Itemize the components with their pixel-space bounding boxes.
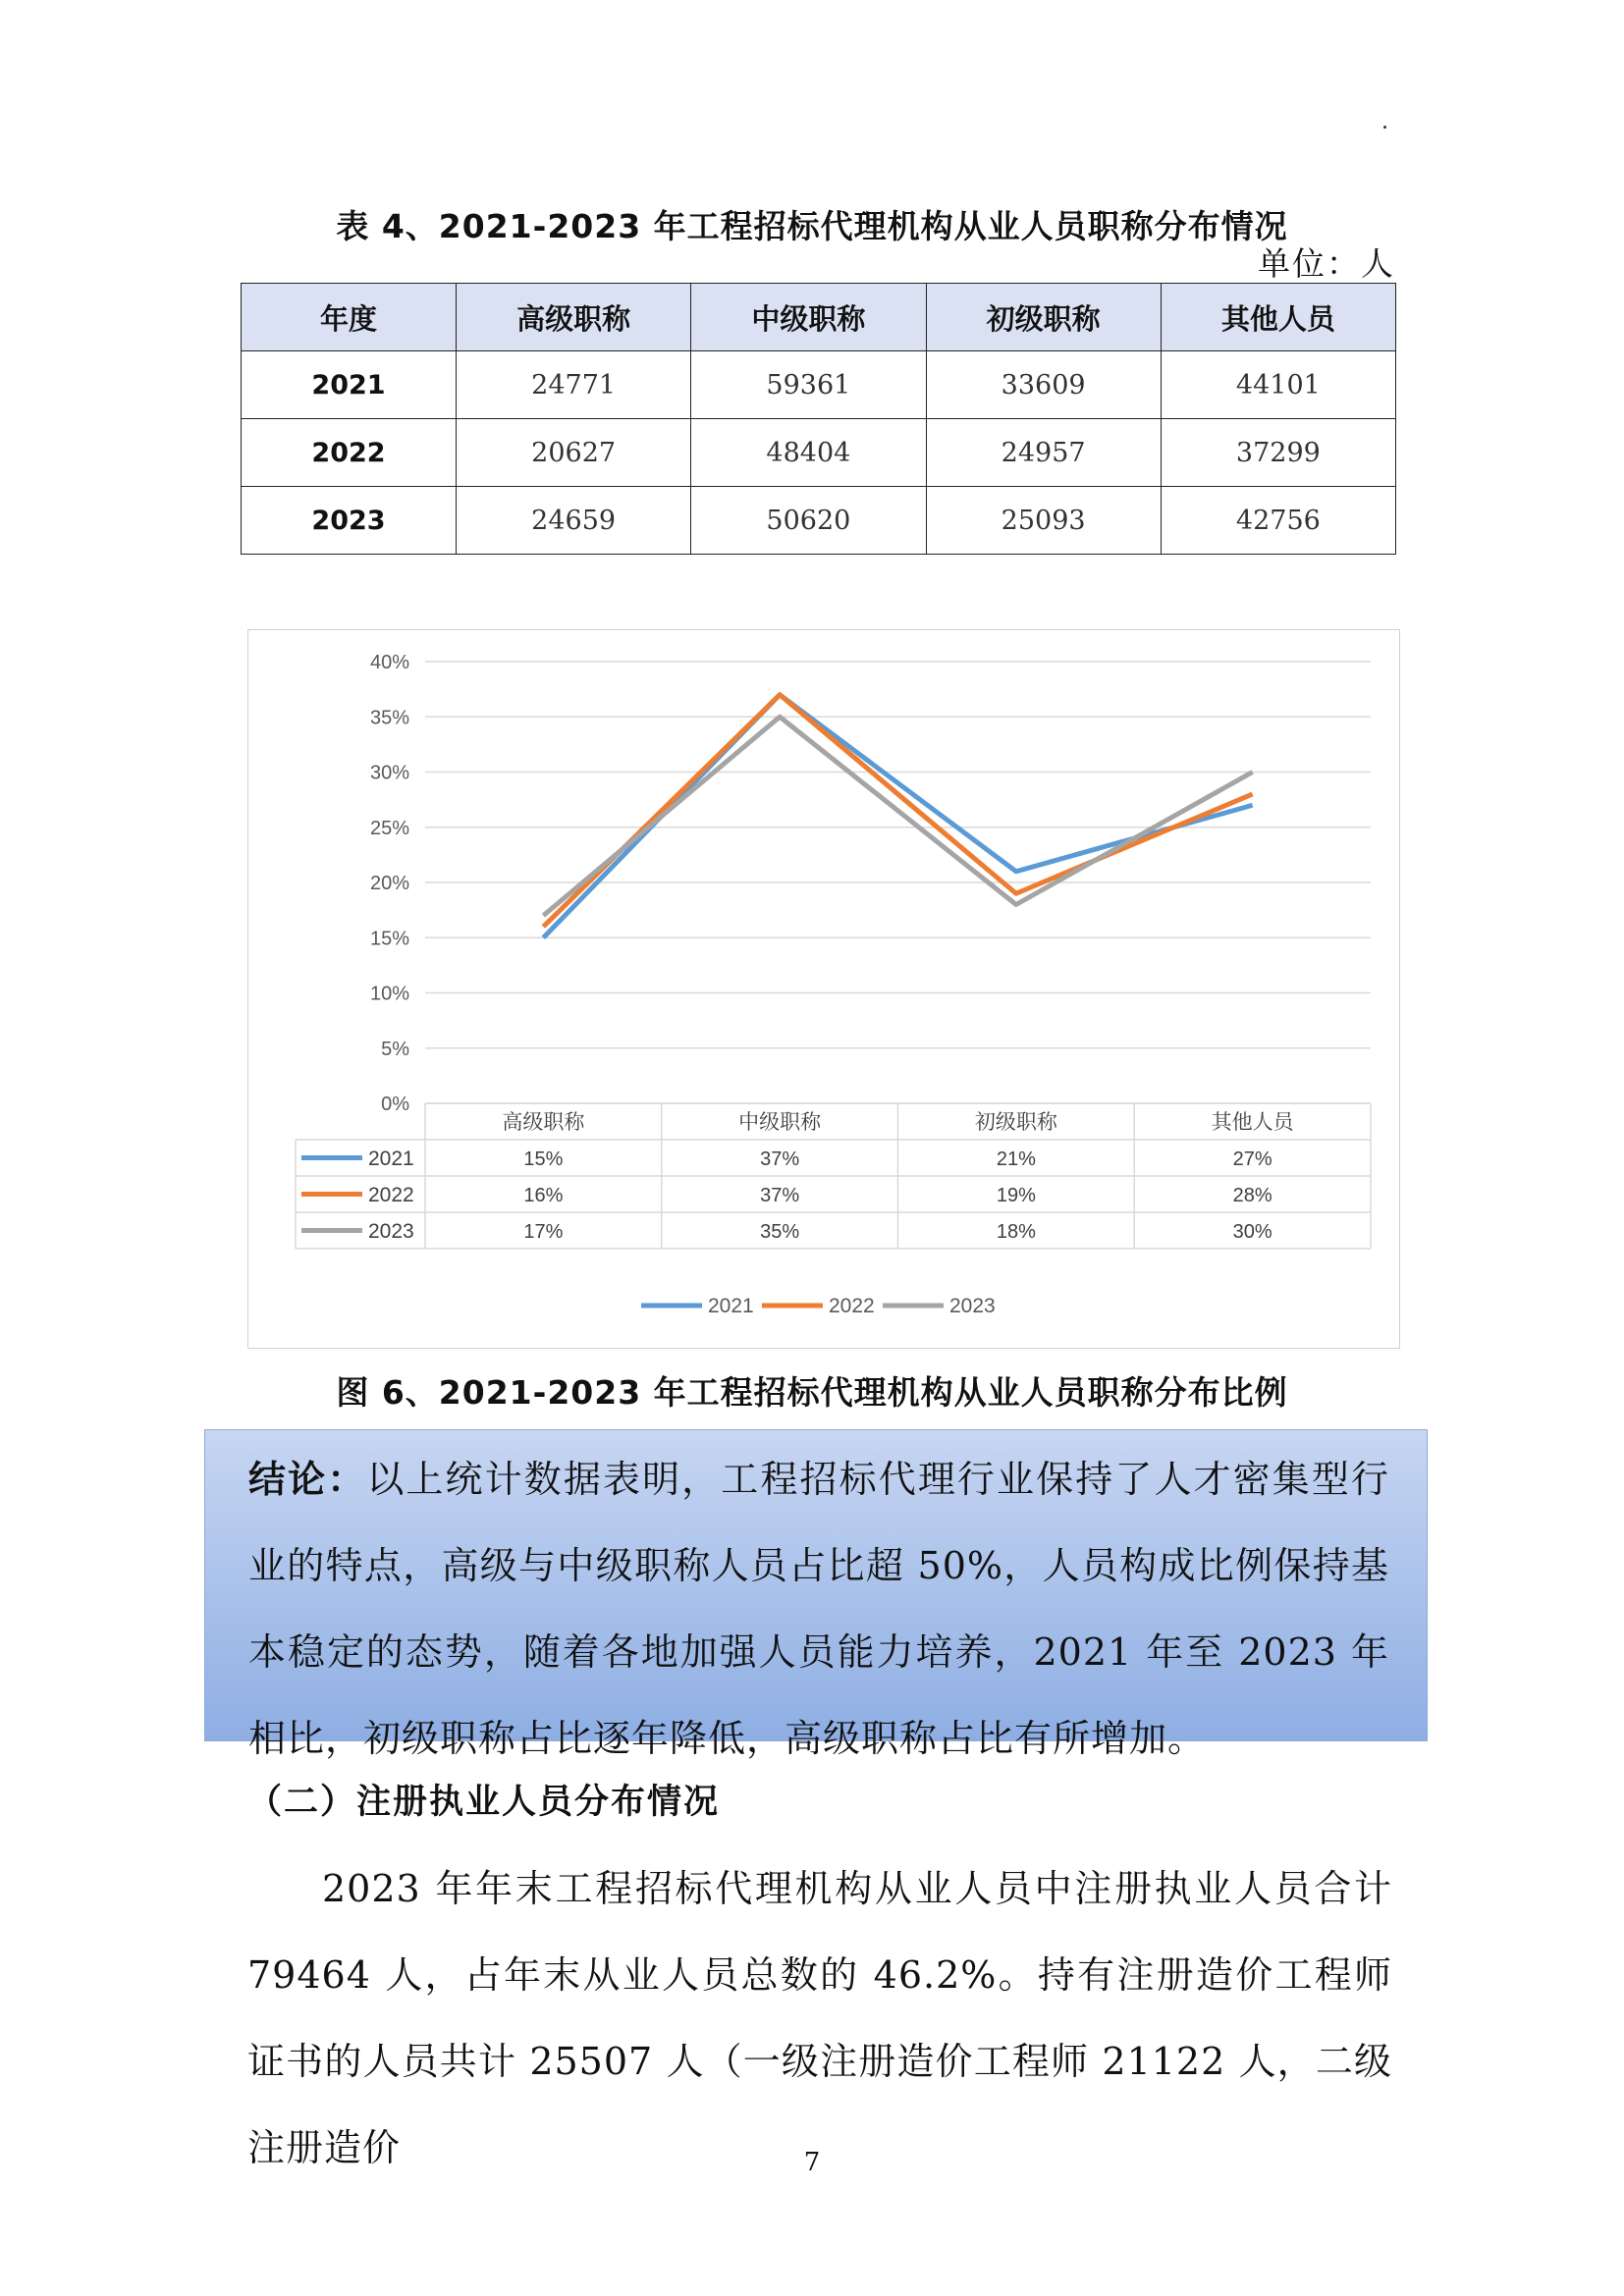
table-cell: 24771 bbox=[457, 351, 691, 419]
page-number: 7 bbox=[803, 2148, 821, 2177]
year-cell: 2022 bbox=[242, 419, 457, 487]
data-label: 28% bbox=[1232, 1185, 1272, 1206]
table-cell: 25093 bbox=[926, 487, 1161, 555]
table-cell: 33609 bbox=[926, 351, 1161, 419]
series-line bbox=[543, 717, 1252, 916]
table-cell: 42756 bbox=[1161, 487, 1395, 555]
data-label: 18% bbox=[996, 1221, 1036, 1243]
col-header: 其他人员 bbox=[1161, 284, 1395, 351]
table-row bbox=[242, 487, 1396, 555]
conclusion-text: 以上统计数据表明，工程招标代理行业保持了人才密集型行业的特点，高级与中级职称人员占比超 50%，人员构成比例保持基本稳定的态势，随着各地加强人员能力培养，2021 年至 2023 年相比，初级职称占比逐年降低，高级职称占比有所增加。 bbox=[248, 1458, 1389, 1760]
series-line bbox=[543, 695, 1252, 938]
legend-label: 2023 bbox=[949, 1295, 996, 1317]
data-label: 17% bbox=[523, 1221, 564, 1243]
corner-dot bbox=[1383, 126, 1386, 129]
table-header-row bbox=[242, 284, 1396, 351]
section-heading: （二）注册执业人员分布情况 bbox=[247, 1783, 721, 1822]
data-label: 19% bbox=[996, 1185, 1036, 1206]
data-label: 37% bbox=[760, 1185, 800, 1206]
data-label: 37% bbox=[760, 1148, 800, 1170]
table-caption: 表 4、2021-2023 年工程招标代理机构从业人员职称分布情况 bbox=[336, 207, 1288, 245]
y-tick-label: 20% bbox=[369, 873, 409, 894]
y-tick-label: 35% bbox=[369, 707, 409, 729]
table-series-label: 2021 bbox=[368, 1148, 414, 1170]
table-row bbox=[242, 419, 1396, 487]
data-label: 35% bbox=[760, 1221, 800, 1243]
col-header: 中级职称 bbox=[691, 284, 926, 351]
line-chart bbox=[247, 629, 1400, 1349]
data-label: 21% bbox=[996, 1148, 1036, 1170]
y-tick-label: 15% bbox=[369, 928, 409, 950]
table-cell: 37299 bbox=[1161, 419, 1395, 487]
conclusion-label: 结论： bbox=[248, 1458, 367, 1501]
data-label: 16% bbox=[523, 1185, 564, 1206]
table-unit: 单位：人 bbox=[1258, 244, 1395, 283]
data-label: 15% bbox=[523, 1148, 564, 1170]
category-label: 中级职称 bbox=[738, 1110, 822, 1134]
table-series-label: 2022 bbox=[368, 1184, 414, 1206]
y-tick-label: 40% bbox=[369, 652, 409, 673]
category-label: 初级职称 bbox=[974, 1110, 1057, 1134]
y-tick-label: 5% bbox=[381, 1038, 409, 1060]
staff-title-table bbox=[241, 283, 1396, 555]
y-tick-label: 10% bbox=[369, 983, 409, 1005]
y-tick-label: 25% bbox=[369, 817, 409, 839]
col-header: 高级职称 bbox=[457, 284, 691, 351]
y-tick-label: 0% bbox=[381, 1094, 409, 1115]
year-cell: 2023 bbox=[242, 487, 457, 555]
body-paragraph: 2023 年年末工程招标代理机构从业人员中注册执业人员合计 79464 人，占年末从业人员总数的 46.2%。持有注册造价工程师证书的人员共计 25507 人（一级注册造价工程师 21122 人，二级注册造价 bbox=[247, 1867, 1392, 2169]
legend-label: 2021 bbox=[708, 1295, 754, 1317]
table-series-label: 2023 bbox=[368, 1220, 414, 1243]
category-label: 其他人员 bbox=[1211, 1110, 1294, 1134]
figure-caption: 图 6、2021-2023 年工程招标代理机构从业人员职称分布比例 bbox=[336, 1373, 1288, 1412]
chart-canvas bbox=[248, 630, 1399, 1348]
table-cell: 44101 bbox=[1161, 351, 1395, 419]
col-header: 初级职称 bbox=[926, 284, 1161, 351]
legend-label: 2022 bbox=[829, 1295, 875, 1317]
data-label: 27% bbox=[1232, 1148, 1272, 1170]
y-tick-label: 30% bbox=[369, 762, 409, 784]
table-row bbox=[242, 351, 1396, 419]
col-header: 年度 bbox=[242, 284, 457, 351]
table-cell: 59361 bbox=[691, 351, 926, 419]
data-label: 30% bbox=[1232, 1221, 1272, 1243]
year-cell: 2021 bbox=[242, 351, 457, 419]
table-cell: 24957 bbox=[926, 419, 1161, 487]
table-cell: 24659 bbox=[457, 487, 691, 555]
table-cell: 20627 bbox=[457, 419, 691, 487]
table-cell: 50620 bbox=[691, 487, 926, 555]
table-cell: 48404 bbox=[691, 419, 926, 487]
category-label: 高级职称 bbox=[502, 1110, 585, 1134]
conclusion-box bbox=[204, 1429, 1428, 1760]
